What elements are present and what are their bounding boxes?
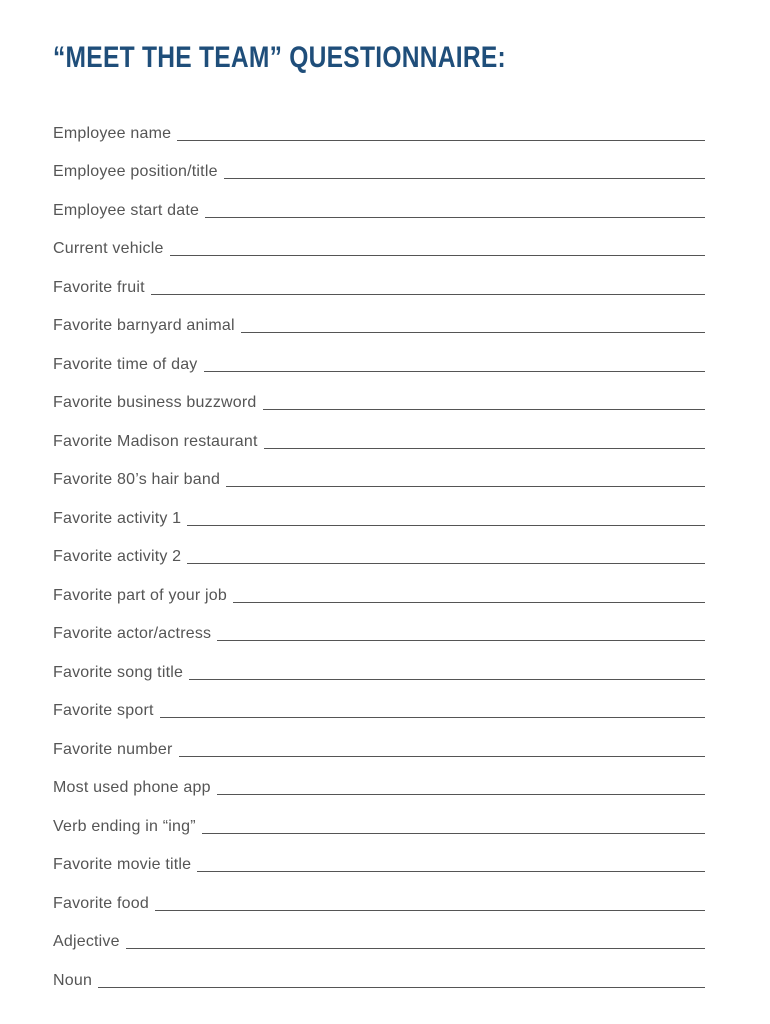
field-blank-line[interactable]	[126, 947, 705, 949]
field-blank-line[interactable]	[217, 639, 705, 641]
field-blank-line[interactable]	[202, 832, 705, 834]
field-label: Favorite fruit	[53, 278, 145, 296]
field-blank-line[interactable]	[179, 755, 706, 757]
page-title: “MEET THE TEAM” QUESTIONNAIRE:	[53, 41, 506, 74]
field-row	[53, 185, 705, 224]
field-row	[53, 262, 705, 301]
field-row	[53, 147, 705, 186]
field-label: Favorite business buzzword	[53, 394, 257, 411]
field-label: Favorite actor/actress	[53, 625, 212, 642]
field-blank-line[interactable]	[226, 485, 705, 487]
field-blank-line[interactable]	[151, 293, 705, 295]
field-row	[53, 570, 705, 609]
field-blank-line[interactable]	[263, 408, 705, 410]
field-label: Favorite activity 2	[53, 548, 182, 565]
field-label: Employee name	[53, 124, 172, 142]
field-blank-line[interactable]	[187, 562, 705, 564]
field-row	[53, 917, 705, 956]
field-blank-line[interactable]	[233, 601, 705, 603]
field-blank-line[interactable]	[160, 716, 705, 718]
field-row	[53, 801, 705, 840]
field-row	[53, 609, 705, 648]
field-blank-line[interactable]	[217, 793, 705, 795]
field-row	[53, 339, 705, 378]
field-label: Noun	[53, 971, 93, 989]
field-label: Favorite Madison restaurant	[53, 432, 258, 450]
field-label: Favorite food	[53, 894, 149, 912]
field-row	[53, 224, 705, 263]
field-row	[53, 301, 705, 340]
field-blank-line[interactable]	[170, 254, 705, 256]
field-row	[53, 108, 705, 147]
field-blank-line[interactable]	[177, 139, 705, 141]
field-row	[53, 647, 705, 686]
field-list	[53, 108, 705, 994]
field-blank-line[interactable]	[155, 909, 705, 911]
field-label: Favorite song title	[53, 663, 184, 681]
field-label: Favorite 80’s hair band	[53, 471, 221, 488]
field-blank-line[interactable]	[189, 678, 705, 680]
field-blank-line[interactable]	[204, 370, 706, 372]
field-label: Favorite time of day	[53, 355, 198, 373]
field-label: Favorite sport	[53, 702, 154, 719]
field-label: Favorite number	[53, 740, 173, 758]
field-blank-line[interactable]	[98, 986, 705, 988]
field-blank-line[interactable]	[187, 524, 705, 526]
field-blank-line[interactable]	[197, 870, 705, 872]
field-row	[53, 955, 705, 994]
field-blank-line[interactable]	[264, 447, 705, 449]
field-label: Favorite activity 1	[53, 509, 182, 527]
field-label: Current vehicle	[53, 240, 164, 257]
field-row	[53, 686, 705, 725]
field-row	[53, 878, 705, 917]
field-label: Favorite part of your job	[53, 586, 227, 604]
field-label: Favorite movie title	[53, 856, 192, 873]
field-blank-line[interactable]	[241, 331, 705, 333]
field-row	[53, 763, 705, 802]
field-label: Adjective	[53, 933, 120, 950]
field-label: Favorite barnyard animal	[53, 317, 235, 334]
field-row	[53, 378, 705, 417]
field-row	[53, 455, 705, 494]
field-row	[53, 724, 705, 763]
field-label: Employee start date	[53, 201, 200, 219]
field-blank-line[interactable]	[224, 177, 705, 179]
field-blank-line[interactable]	[205, 216, 705, 218]
field-row	[53, 493, 705, 532]
field-row	[53, 532, 705, 571]
field-label: Most used phone app	[53, 779, 211, 796]
field-row	[53, 840, 705, 879]
field-label: Verb ending in “ing”	[53, 817, 196, 835]
field-label: Employee position/title	[53, 163, 218, 180]
field-row	[53, 416, 705, 455]
